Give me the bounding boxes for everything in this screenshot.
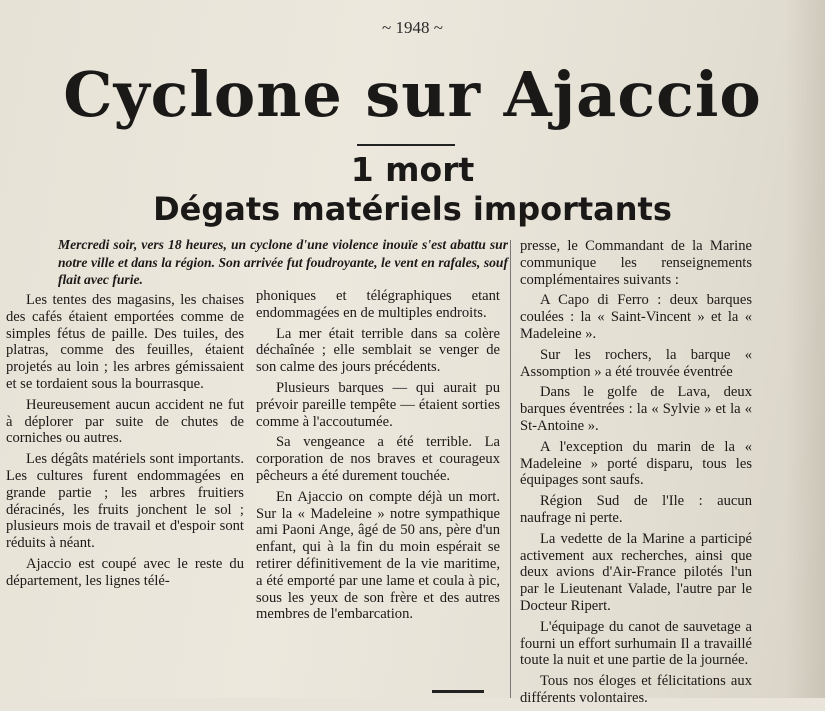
subheadline-deaths: 1 mort xyxy=(350,150,475,189)
paragraph: A l'exception du marin de la « Madeleine » porté disparu, tous les équipages sont saufs. xyxy=(520,438,752,489)
paragraph: Les tentes des magasins, les chaises des cafés étaient emportées comme de simples fétus de paille. Des tuiles, des platras, comme des feuilles, étaient projetés au loin ; les arbres gémissaient et se tordaient sous la bourrasque. xyxy=(6,292,244,392)
paragraph: Ajaccio est coupé avec le reste du département, les lignes télé- xyxy=(6,555,244,589)
column-divider xyxy=(510,240,511,698)
paragraph: presse, le Commandant de la Marine communique les renseignements complémentaires suivants : xyxy=(520,238,752,288)
paragraph: La mer était terrible dans sa colère déchaînée ; elle semblait se venger de son calme des jours précédents. xyxy=(256,325,500,376)
paragraph: L'équipage du canot de sauvetage a fourni un effort surhumain Il a travaillé toute la nuit et une partie de la journée. xyxy=(520,618,752,669)
paragraph: Sa vengeance a été terrible. La corporation de nos braves et courageux pêcheurs a été durement touchée. xyxy=(256,434,500,484)
headline-divider xyxy=(357,144,455,146)
paragraph: Région Sud de l'Ile : aucun naufrage ni perte. xyxy=(520,493,752,526)
section-end-rule xyxy=(432,690,484,693)
paragraph: Tous nos éloges et félicitations aux différents volontaires. xyxy=(520,673,752,706)
column-3 xyxy=(520,238,752,711)
headline: Cyclone sur Ajaccio xyxy=(63,58,762,131)
year-marker: ~ 1948 ~ xyxy=(382,18,443,37)
paragraph: A Capo di Ferro : deux barques coulées : la « Saint-Vincent » et la « Madeleine ». xyxy=(520,292,752,342)
paragraph: Dans le golfe de Lava, deux barques éventrées : la « Sylvie » et la « St-Antoine ». xyxy=(520,384,752,434)
lede-paragraph: Mercredi soir, vers 18 heures, un cyclone d'une violence inouïe s'est abattu sur notre ville et dans la région. Son arrivée fut foudroyante, le vent en rafales, souf flait avec furie. xyxy=(58,237,508,287)
paragraph: Heureusement aucun accident ne fut à déplorer par suite de chutes de corniches ou autres. xyxy=(6,396,244,447)
paragraph: Plusieurs barques — qui aurait pu prévoir pareille tempête — étaient sorties comme à l'accoutumée. xyxy=(256,379,500,430)
paragraph: En Ajaccio on compte déjà un mort. Sur la « Madeleine » notre sympathique ami Paoni Ange, âgé de 50 ans, père d'un enfant, qui à la fin du moin espérait se retirer définitivement de la vie maritime, a été emporté par une lame et coula à pic, sous les yeux de son frère et des autres membres de l'embarcation. xyxy=(256,488,500,623)
paragraph: Les dégâts matériels sont importants. Les cultures furent endommagées en grande partie ; les arbres fruitiers déracinés, les fruits jonchent le sol ; plusieurs mois de travail et d'espoir sont réduits à néant. xyxy=(6,451,244,552)
column-2 xyxy=(256,288,500,627)
subheadline-damage: Dégats matériels importants xyxy=(153,190,672,228)
column-1 xyxy=(6,292,244,594)
paragraph: Sur les rochers, la barque « Assomption » a été trouvée éventrée xyxy=(520,346,752,380)
paragraph: phoniques et télégraphiques etant endommagées en de multiples endroits. xyxy=(256,288,500,321)
paragraph: La vedette de la Marine a participé activement aux recherches, ainsi que deux avions d'Air-France pilotés l'un par le Lieutenant Valade, l'autre par le Docteur Ripert. xyxy=(520,530,752,614)
